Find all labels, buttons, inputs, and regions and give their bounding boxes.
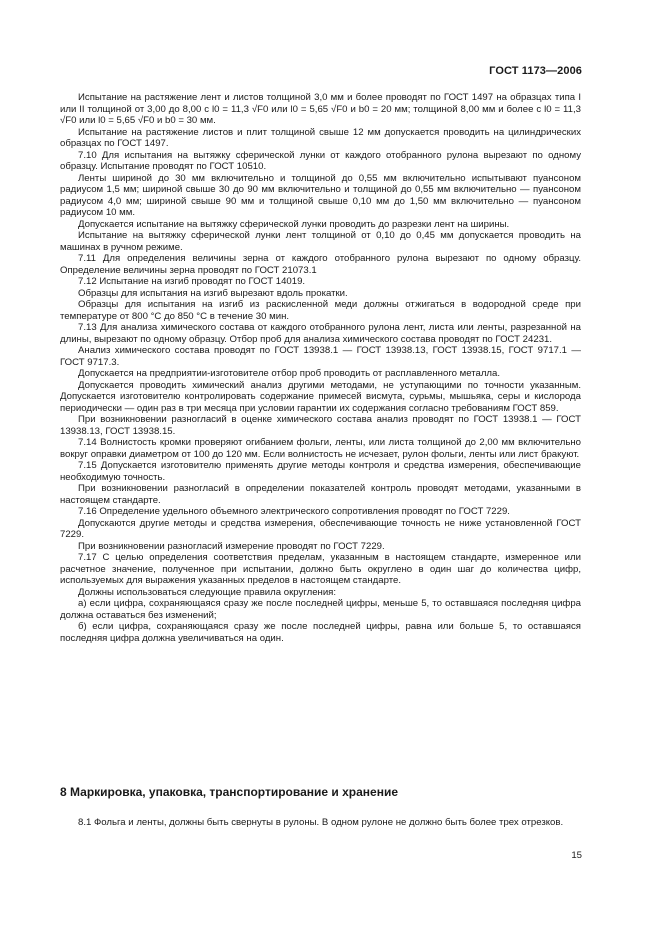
paragraph: 7.15 Допускается изготовителю применять другие методы контроля и средства измерения, обеспечивающие необходимую точность. [60,460,581,483]
paragraph: б) если цифра, сохраняющаяся сразу же после последней цифры, равна или больше 5, то оставшаяся последняя цифра должна увеличиваться на один. [60,621,581,644]
paragraph: Образцы для испытания на изгиб вырезают вдоль прокатки. [78,287,348,299]
paragraph: При возникновении разногласий в оценке химического состава анализ проводят по ГОСТ 13938.1 — ГОСТ 13938.13, ГОСТ 13938.15. [60,414,581,437]
paragraph: При возникновении разногласий измерение проводят по ГОСТ 7229. [78,540,385,552]
paragraph: При возникновении разногласий в определении показателей контроль проводят методами, указанными в настоящем стандарте. [60,483,581,506]
paragraph: Допускается проводить химический анализ другими методами, не уступающими по точности указанным. Допускается изготовителю контролировать содержание примесей висмута, сурьмы, мышьяка, серы и кислорода периодически — один раз в три месяца при условии гарантии их содержания согласно требованиям ГОСТ 859. [60,379,581,414]
paragraph: Должны использоваться следующие правила округления: [78,586,337,598]
paragraph: 7.13 Для анализа химического состава от каждого отобранного рулона лент, листа или ленты, разрезанной на длины, вырезают по одному образцу. Отбор проб для анализа химического состава проводят по ГОСТ 24231. [60,322,581,345]
page-number: 15 [571,850,582,861]
paragraph: 7.16 Определение удельного объемного электрического сопротивления проводят по ГОСТ 7229. [78,506,510,517]
paragraph: 7.14 Волнистость кромки проверяют огибанием фольги, ленты, или листа толщиной до 2,00 мм включительно вокруг оправки диаметром от 100 до 120 мм. Если волнистость не исчезает, рулон фольги, ленты или лист бракуют. [60,437,581,460]
paragraph: Анализ химического состава проводят по ГОСТ 13938.1 — ГОСТ 13938.13, ГОСТ 13938.15, ГОСТ 9717.1 — ГОСТ 9717.3. [60,345,581,368]
paragraph: 7.17 С целью определения соответствия пределам, указанным в настоящем стандарте, измеренное или расчетное значение, полученное при испытании, должно быть округлено в один шаг до количества цифр, используемых для выражения указанных пределов в настоящем стандарте. [60,552,581,586]
body-text [60,92,581,644]
paragraph: Испытание на вытяжку сферической лунки лент толщиной от 0,10 до 0,45 мм допускается проводить на машинах в ручном режиме. [60,230,581,253]
section-body [60,817,581,829]
paragraph: Ленты шириной до 30 мм включительно и толщиной до 0,55 мм включительно испытывают пуансоном радиусом 1,5 мм; шириной свыше 30 до 90 мм включительно и толщиной до 0,55 мм включительно — пуансоном радиусом 4,0 мм; шириной свыше 90 мм и толщиной свыше 0,10 мм до 1,50 мм включительно — пуансоном радиусом 10 мм. [60,172,581,218]
paragraph: Допускается испытание на вытяжку сферической лунки проводить до разрезки лент на ширины. [78,218,510,230]
paragraph: 7.10 Для испытания на вытяжку сферической лунки от каждого отобранного рулона вырезают по одному образцу. Испытание проводят по ГОСТ 10510. [60,149,581,172]
paragraph: Допускаются другие методы и средства измерения, обеспечивающие точность не ниже установленной ГОСТ 7229. [60,517,581,540]
standard-header: ГОСТ 1173—2006 [489,65,582,77]
paragraph: Допускается на предприятии-изготовителе отбор проб проводить от расплавленного металла. [78,368,501,379]
paragraph: Испытание на растяжение листов и плит толщиной свыше 12 мм допускается проводить на цилиндрических образцах по ГОСТ 1497. [60,126,581,149]
paragraph: 8.1 Фольга и ленты, должны быть свернуты в рулоны. В одном рулоне не должно быть более трех отрезков. [78,817,564,828]
paragraph: а) если цифра, сохраняющаяся сразу же после последней цифры, меньше 5, то оставшаяся последняя цифра должна оставаться без изменений; [60,598,581,621]
paragraph: Образцы для испытания на изгиб из раскисленной меди должны отжигаться в водородной среде при температуре от 800 °С до 850 °С в течение 30 мин. [60,299,581,322]
section-title: 8 Маркировка, упаковка, транспортирование и хранение [60,785,399,799]
paragraph: 7.11 Для определения величины зерна от каждого отобранного рулона вырезают по одному образцу. Определение величины зерна проводят по ГОСТ 21073.1 [60,253,581,276]
paragraph: 7.12 Испытание на изгиб проводят по ГОСТ 14019. [78,276,306,287]
paragraph: Испытание на растяжение лент и листов толщиной 3,0 мм и более проводят по ГОСТ 1497 на образцах типа I или II толщиной от 3,00 до 8,00 с l0 = 11,3 √F0 или l0 = 5,65 √F0 и b0 = 20 мм; толщиной 8,00 мм и более с l0 = 11,3 √F0 или l0 = 5,65 √F0 и b0 = 30 мм. [60,92,581,126]
